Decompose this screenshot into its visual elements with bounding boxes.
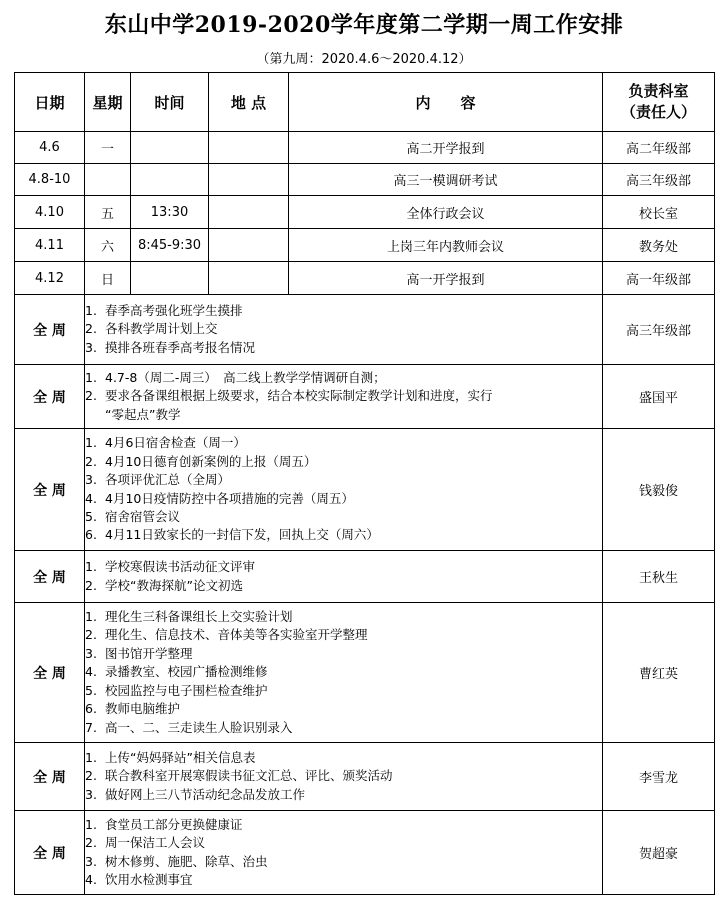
task-item: 7. 高一、二、三走读生人脸识别录入 xyxy=(85,719,293,735)
task-item: 1. 4月6日宿舍检查（周一） xyxy=(85,435,246,451)
cell-department: 教务处 xyxy=(603,229,715,262)
task-item: 4. 4月10日疫情防控中各项措施的完善（周五） xyxy=(85,490,354,506)
cell-place xyxy=(209,262,289,295)
task-item: 4. 饮用水检测事宜 xyxy=(85,871,193,887)
task-item: 3. 树木修剪、施肥、除草、治虫 xyxy=(85,853,268,869)
weekly-row xyxy=(15,365,715,429)
task-item: 2. 周一保洁工人会议 xyxy=(85,835,206,851)
cell-responsible: 王秋生 xyxy=(603,551,715,603)
daily-row xyxy=(15,229,715,262)
daily-row xyxy=(15,196,715,229)
cell-full-week: 全 周 xyxy=(15,811,85,895)
weekly-row xyxy=(15,603,715,743)
cell-date: 4.6 xyxy=(15,132,85,164)
cell-time xyxy=(131,132,209,164)
weekly-task-list xyxy=(85,743,603,811)
cell-place xyxy=(209,132,289,164)
cell-time: 8:45-9:30 xyxy=(131,229,209,262)
header-weekday: 星期 xyxy=(85,73,131,132)
weekly-row xyxy=(15,295,715,365)
header-content: 内 容 xyxy=(289,73,603,132)
task-item: 3. 做好网上三八节活动纪念品发放工作 xyxy=(85,786,306,802)
weekly-task-list xyxy=(85,603,603,743)
cell-date: 4.12 xyxy=(15,262,85,295)
cell-content: 高二开学报到 xyxy=(289,132,603,164)
cell-full-week: 全 周 xyxy=(15,603,85,743)
cell-department: 高三年级部 xyxy=(603,164,715,196)
task-item: 1. 学校寒假读书活动征文评审 xyxy=(85,559,256,575)
header-department xyxy=(603,73,715,132)
weekly-task-list xyxy=(85,811,603,895)
task-item: 1. 上传“妈妈驿站”相关信息表 xyxy=(85,749,256,765)
cell-responsible: 盛国平 xyxy=(603,365,715,429)
cell-date: 4.8-10 xyxy=(15,164,85,196)
weekly-row xyxy=(15,551,715,603)
task-item: 1. 理化生三科备课组长上交实验计划 xyxy=(85,609,293,625)
cell-content: 高三一模调研考试 xyxy=(289,164,603,196)
cell-responsible: 钱毅俊 xyxy=(603,429,715,551)
weekly-row xyxy=(15,429,715,551)
task-item: 2. 理化生、信息技术、音体美等各实验室开学整理 xyxy=(85,627,368,643)
cell-time: 13:30 xyxy=(131,196,209,229)
cell-department: 高二年级部 xyxy=(603,132,715,164)
weekly-task-list xyxy=(85,295,603,365)
header-time: 时间 xyxy=(131,73,209,132)
task-item-continuation: “零起点”教学 xyxy=(105,406,181,422)
header-place: 地 点 xyxy=(209,73,289,132)
cell-content: 上岗三年内教师会议 xyxy=(289,229,603,262)
daily-row xyxy=(15,132,715,164)
cell-department: 校长室 xyxy=(603,196,715,229)
cell-full-week: 全 周 xyxy=(15,551,85,603)
daily-row xyxy=(15,262,715,295)
header-date: 日期 xyxy=(15,73,85,132)
task-item: 2. 学校“教海探航”论文初选 xyxy=(85,577,243,593)
header-department-line2: （责任人） xyxy=(620,103,696,121)
cell-weekday xyxy=(85,164,131,196)
weekly-row xyxy=(15,811,715,895)
task-item: 6. 4月11日致家长的一封信下发，回执上交（周六） xyxy=(85,527,379,543)
schedule-table xyxy=(14,72,715,895)
cell-full-week: 全 周 xyxy=(15,743,85,811)
cell-place xyxy=(209,229,289,262)
cell-responsible: 高三年级部 xyxy=(603,295,715,365)
header-department-line1: 负责科室 xyxy=(628,82,689,100)
task-item: 1. 4.7-8（周二-周三） 高二线上教学学情调研自测； xyxy=(85,369,386,385)
cell-weekday: 五 xyxy=(85,196,131,229)
daily-row xyxy=(15,164,715,196)
cell-full-week: 全 周 xyxy=(15,365,85,429)
task-item: 5. 校园监控与电子围栏检查维护 xyxy=(85,682,268,698)
cell-responsible: 李雪龙 xyxy=(603,743,715,811)
weekly-task-list xyxy=(85,429,603,551)
task-item: 1. 春季高考强化班学生摸排 xyxy=(85,302,243,318)
cell-date: 4.10 xyxy=(15,196,85,229)
cell-time xyxy=(131,164,209,196)
task-item: 1. 食堂员工部分更换健康证 xyxy=(85,816,243,832)
week-range-subtitle: （第九周：2020.4.6～2020.4.12） xyxy=(256,52,472,67)
cell-date: 4.11 xyxy=(15,229,85,262)
task-item: 5. 宿舍宿管会议 xyxy=(85,508,181,524)
header-row xyxy=(15,73,715,132)
cell-department: 高一年级部 xyxy=(603,262,715,295)
task-item: 4. 录播教室、校园广播检测维修 xyxy=(85,664,268,680)
cell-weekday: 日 xyxy=(85,262,131,295)
cell-weekday: 一 xyxy=(85,132,131,164)
cell-time xyxy=(131,262,209,295)
task-item: 3. 摸排各班春季高考报名情况 xyxy=(85,339,256,355)
cell-content: 高一开学报到 xyxy=(289,262,603,295)
task-item: 3. 各项评优汇总（全周） xyxy=(85,472,231,488)
task-item: 2. 4月10日德育创新案例的上报（周五） xyxy=(85,453,317,469)
task-item: 2. 联合教科室开展寒假读书征文汇总、评比、颁奖活动 xyxy=(85,768,393,784)
cell-place xyxy=(209,164,289,196)
cell-weekday: 六 xyxy=(85,229,131,262)
task-item: 6. 教师电脑维护 xyxy=(85,701,181,717)
task-item: 3. 图书馆开学整理 xyxy=(85,645,193,661)
document-title: 东山中学2019-2020学年度第二学期一周工作安排 xyxy=(104,12,624,38)
task-item: 2. 各科教学周计划上交 xyxy=(85,321,218,337)
task-item: 2. 要求各备课组根据上级要求，结合本校实际制定教学计划和进度，实行 xyxy=(85,388,493,404)
weekly-task-list xyxy=(85,365,603,429)
cell-full-week: 全 周 xyxy=(15,295,85,365)
weekly-task-list xyxy=(85,551,603,603)
cell-responsible: 贺超豪 xyxy=(603,811,715,895)
cell-content: 全体行政会议 xyxy=(289,196,603,229)
cell-full-week: 全 周 xyxy=(15,429,85,551)
weekly-row xyxy=(15,743,715,811)
cell-place xyxy=(209,196,289,229)
cell-responsible: 曹红英 xyxy=(603,603,715,743)
